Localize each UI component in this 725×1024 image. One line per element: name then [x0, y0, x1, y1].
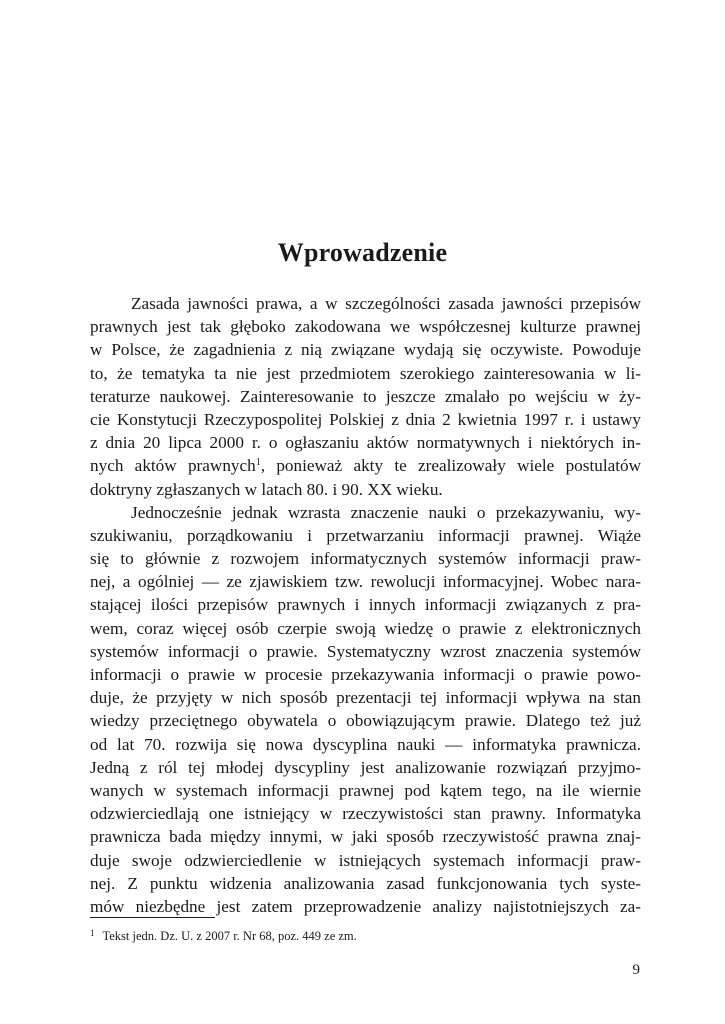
text-line: Jednocześnie jednak wzrasta znaczenie nauki o przekazywaniu, wy-	[131, 502, 641, 522]
body-text	[90, 292, 641, 918]
text-line: systemów informacji o prawie. Systematyczny wzrost znaczenia systemów	[90, 641, 641, 661]
text-line: nej, a ogólniej — ze zjawiskiem tzw. rewolucji informacyjnej. Wobec nara-	[90, 572, 641, 592]
footnote-reference[interactable]: 1	[255, 457, 261, 469]
text-line-with-footnote	[90, 454, 641, 477]
text-line: Jedną z ról tej młodej dyscypliny jest analizowanie rozwiązań przyjmo-	[90, 757, 641, 777]
text-line: wem, coraz więcej osób czerpie swoją wiedzę o prawie z elektronicznych	[90, 618, 641, 638]
text-segment: , ponieważ akty te zrealizowały wiele postulatów	[260, 456, 642, 476]
text-line: od lat 70. rozwija się nowa dyscyplina nauki — informatyka prawnicza.	[90, 734, 641, 754]
text-line: szukiwaniu, porządkowaniu i przetwarzaniu informacji prawnej. Wiąże	[90, 525, 641, 545]
text-line: w Polsce, że zagadnienia z nią związane wydają się oczywiste. Powoduje	[90, 340, 641, 360]
text-line: się to głównie z rozwojem informatycznych systemów informacji praw-	[90, 549, 641, 569]
text-segment: nych aktów prawnych	[90, 456, 256, 476]
text-line: duje, że przyjęty w nich sposób prezentacji tej informacji wpływa na stan	[90, 688, 641, 708]
text-line: duje swoje odzwierciedlenie w istniejących systemach informacji praw-	[90, 850, 641, 870]
footnote-divider	[90, 917, 215, 918]
chapter-heading: Wprowadzenie	[277, 238, 448, 267]
text-line: to, że tematyka ta nie jest przedmiotem szerokiego zainteresowania w li-	[90, 363, 641, 383]
text-line: prawnicza bada między innymi, w jaki sposób rzeczywistość prawna znaj-	[90, 827, 641, 847]
text-line: prawnych jest tak głęboko zakodowana we współczesnej kulturze prawnej	[90, 317, 641, 337]
text-line: cie Konstytucji Rzeczypospolitej Polskiej z dnia 2 kwietnia 1997 r. i ustawy	[90, 409, 641, 429]
text-line: informacji o prawie w procesie przekazywania informacji o prawie powo-	[90, 665, 641, 684]
text-line: mów niezbędne jest zatem przeprowadzenie analizy najistotniejszych za-	[90, 896, 641, 916]
footnote	[90, 928, 357, 944]
text-line: doktryny zgłaszanych w latach 80. i 90. XX wieku.	[90, 479, 443, 499]
footnote-mark: 1	[90, 928, 95, 938]
text-line: teraturze naukowej. Zainteresowanie to jeszcze zmalało po wejściu w ży-	[90, 386, 641, 406]
text-line: wiedzy przeciętnego obywatela o obowiązującym prawie. Dlatego też już	[90, 711, 641, 731]
text-line: Zasada jawności prawa, a w szczególności zasada jawności przepisów	[131, 294, 641, 313]
text-line: z dnia 20 lipca 2000 r. o ogłaszaniu aktów normatywnych i niektórych in-	[90, 433, 641, 453]
text-line: nej. Z punktu widzenia analizowania zasad funkcjonowania tych syste-	[90, 873, 641, 893]
page-number: 9	[632, 962, 640, 978]
footnote-text: Tekst jedn. Dz. U. z 2007 r. Nr 68, poz. 449 ze zm.	[102, 929, 357, 943]
text-line: odzwierciedlają one istniejący w rzeczywistości stan prawny. Informatyka	[90, 804, 641, 824]
text-line: stającej ilości przepisów prawnych i innych informacji związanych z pra-	[90, 595, 641, 615]
text-line: wanych w systemach informacji prawnej pod kątem tego, na ile wiernie	[90, 780, 641, 800]
